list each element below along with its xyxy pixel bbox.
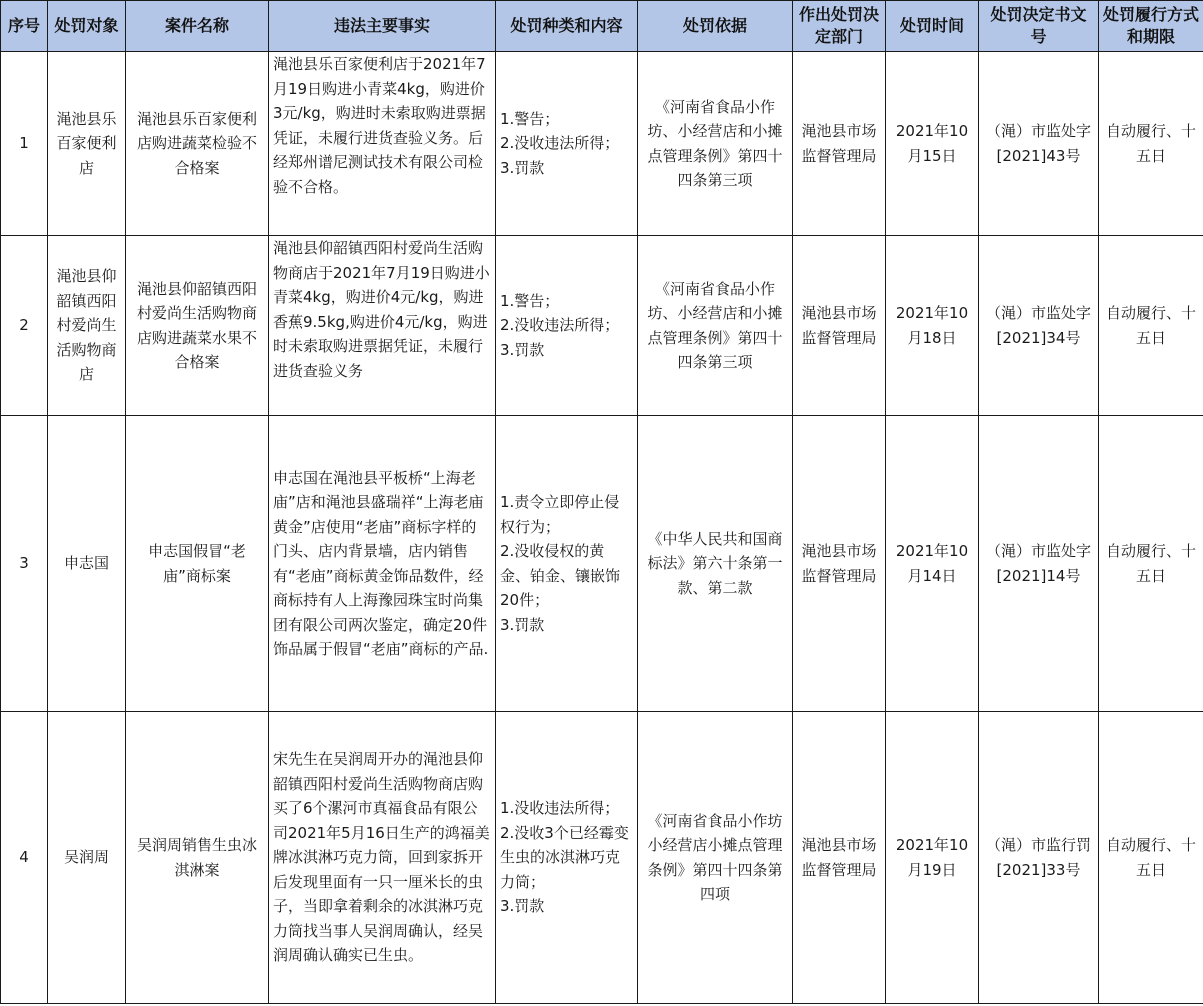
penalty-item: 1.没收违法所得； bbox=[500, 799, 620, 818]
penalty-item: 2.没收3个已经霉变生虫的冰淇淋巧克力筒； bbox=[500, 823, 629, 891]
cell-penalty-time: 2021年10月14日 bbox=[886, 416, 979, 712]
penalty-item: 1.警告； bbox=[500, 109, 560, 128]
cell-penalty-time: 2021年10月18日 bbox=[886, 236, 979, 416]
cell-penalty-type bbox=[496, 712, 638, 1004]
cell-penalty-target: 渑池县仰韶镇西阳村爱尚生活购物商店 bbox=[48, 236, 126, 416]
cell-serial-no: 4 bbox=[1, 712, 48, 1004]
cell-performance: 自动履行、十五日 bbox=[1099, 712, 1203, 1004]
table-row bbox=[1, 712, 1203, 1004]
header-performance: 处罚履行方式和期限 bbox=[1099, 1, 1203, 52]
header-penalty-target: 处罚对象 bbox=[48, 1, 126, 52]
cell-case-name: 吴润周销售生虫冰淇淋案 bbox=[126, 712, 269, 1004]
cell-serial-no: 1 bbox=[1, 52, 48, 236]
cell-case-name: 渑池县乐百家便利店购进蔬菜检验不合格案 bbox=[126, 52, 269, 236]
cell-decision-dept: 渑池县市场监督管理局 bbox=[793, 416, 886, 712]
cell-main-facts: 渑池县仰韶镇西阳村爱尚生活购物商店于2021年7月19日购进小青菜4kg，购进价4元/kg，购进香蕉9.5kg,购进价4元/kg，购进时未索取购进票据凭证，未履行进货查验义务 bbox=[269, 236, 496, 416]
cell-decision-dept: 渑池县市场监督管理局 bbox=[793, 712, 886, 1004]
penalty-item: 3.罚款 bbox=[500, 158, 545, 177]
header-row bbox=[1, 1, 1203, 52]
cell-decision-dept: 渑池县市场监督管理局 bbox=[793, 52, 886, 236]
cell-penalty-target: 申志国 bbox=[48, 416, 126, 712]
cell-penalty-basis: 《中华人民共和国商标法》第六十条第一款、第二款 bbox=[638, 416, 793, 712]
cell-case-name: 渑池县仰韶镇西阳村爱尚生活购物商店购进蔬菜水果不合格案 bbox=[126, 236, 269, 416]
header-decision-doc-no: 处罚决定书文号 bbox=[979, 1, 1099, 52]
penalty-item: 1.责令立即停止侵权行为； bbox=[500, 493, 620, 536]
penalty-item: 3.罚款 bbox=[500, 897, 545, 916]
penalty-item: 2.没收违法所得； bbox=[500, 134, 620, 153]
cell-penalty-type bbox=[496, 236, 638, 416]
header-penalty-type: 处罚种类和内容 bbox=[496, 1, 638, 52]
cell-decision-doc-no: （渑）市监处字[2021]43号 bbox=[979, 52, 1099, 236]
header-penalty-time: 处罚时间 bbox=[886, 1, 979, 52]
cell-performance: 自动履行、十五日 bbox=[1099, 236, 1203, 416]
header-serial-no: 序号 bbox=[1, 1, 48, 52]
cell-main-facts: 宋先生在吴润周开办的渑池县仰韶镇西阳村爱尚生活购物商店购买了6个漯河市真福食品有限公司2021年5月16日生产的鸿福美牌冰淇淋巧克力筒，回到家拆开后发现里面有一只一厘米长的虫子，当即拿着剩余的冰淇淋巧克力筒找当事人吴润周确认，经吴润周确认确实已生虫。 bbox=[269, 712, 496, 1004]
cell-penalty-time: 2021年10月19日 bbox=[886, 712, 979, 1004]
cell-decision-dept: 渑池县市场监督管理局 bbox=[793, 236, 886, 416]
cell-serial-no: 3 bbox=[1, 416, 48, 712]
cell-penalty-basis: 《河南省食品小作坊、小经营店和小摊点管理条例》第四十四条第三项 bbox=[638, 52, 793, 236]
header-case-name: 案件名称 bbox=[126, 1, 269, 52]
penalty-item: 3.罚款 bbox=[500, 615, 545, 634]
cell-main-facts: 渑池县乐百家便利店于2021年7月19日购进小青菜4kg，购进价3元/kg，购进时未索取购进票据凭证，未履行进货查验义务。后经郑州谱尼测试技术有限公司检验不合格。 bbox=[269, 52, 496, 236]
cell-performance: 自动履行、十五日 bbox=[1099, 416, 1203, 712]
cell-performance: 自动履行、十五日 bbox=[1099, 52, 1203, 236]
cell-penalty-basis: 《河南省食品小作坊小经营店小摊点管理条例》第四十四条第四项 bbox=[638, 712, 793, 1004]
cell-decision-doc-no: （渑）市监行罚[2021]33号 bbox=[979, 712, 1099, 1004]
cell-penalty-target: 渑池县乐百家便利店 bbox=[48, 52, 126, 236]
cell-decision-doc-no: （渑）市监处字[2021]14号 bbox=[979, 416, 1099, 712]
header-decision-dept: 作出处罚决定部门 bbox=[793, 1, 886, 52]
cell-penalty-time: 2021年10月15日 bbox=[886, 52, 979, 236]
table-row bbox=[1, 52, 1203, 236]
penalty-item: 1.警告； bbox=[500, 291, 560, 310]
header-main-facts: 违法主要事实 bbox=[269, 1, 496, 52]
header-penalty-basis: 处罚依据 bbox=[638, 1, 793, 52]
cell-case-name: 申志国假冒“老庙”商标案 bbox=[126, 416, 269, 712]
cell-decision-doc-no: （渑）市监处字[2021]34号 bbox=[979, 236, 1099, 416]
table-row bbox=[1, 236, 1203, 416]
cell-main-facts: 申志国在渑池县平板桥“上海老庙”店和渑池县盛瑞祥“上海老庙黄金”店使用“老庙”商标字样的门头、店内背景墙，店内销售有“老庙”商标黄金饰品数件，经商标持有人上海豫园珠宝时尚集团有限公司两次鉴定，确定20件饰品属于假冒“老庙”商标的产品. bbox=[269, 416, 496, 712]
penalty-item: 2.没收违法所得； bbox=[500, 316, 620, 335]
penalty-item: 3.罚款 bbox=[500, 340, 545, 359]
penalty-item: 2.没收侵权的黄金、铂金、镶嵌饰20件； bbox=[500, 542, 621, 609]
cell-penalty-basis: 《河南省食品小作坊、小经营店和小摊点管理条例》第四十四条第三项 bbox=[638, 236, 793, 416]
cell-penalty-type bbox=[496, 52, 638, 236]
cell-penalty-type bbox=[496, 416, 638, 712]
cell-penalty-target: 吴润周 bbox=[48, 712, 126, 1004]
table-row bbox=[1, 416, 1203, 712]
cell-serial-no: 2 bbox=[1, 236, 48, 416]
